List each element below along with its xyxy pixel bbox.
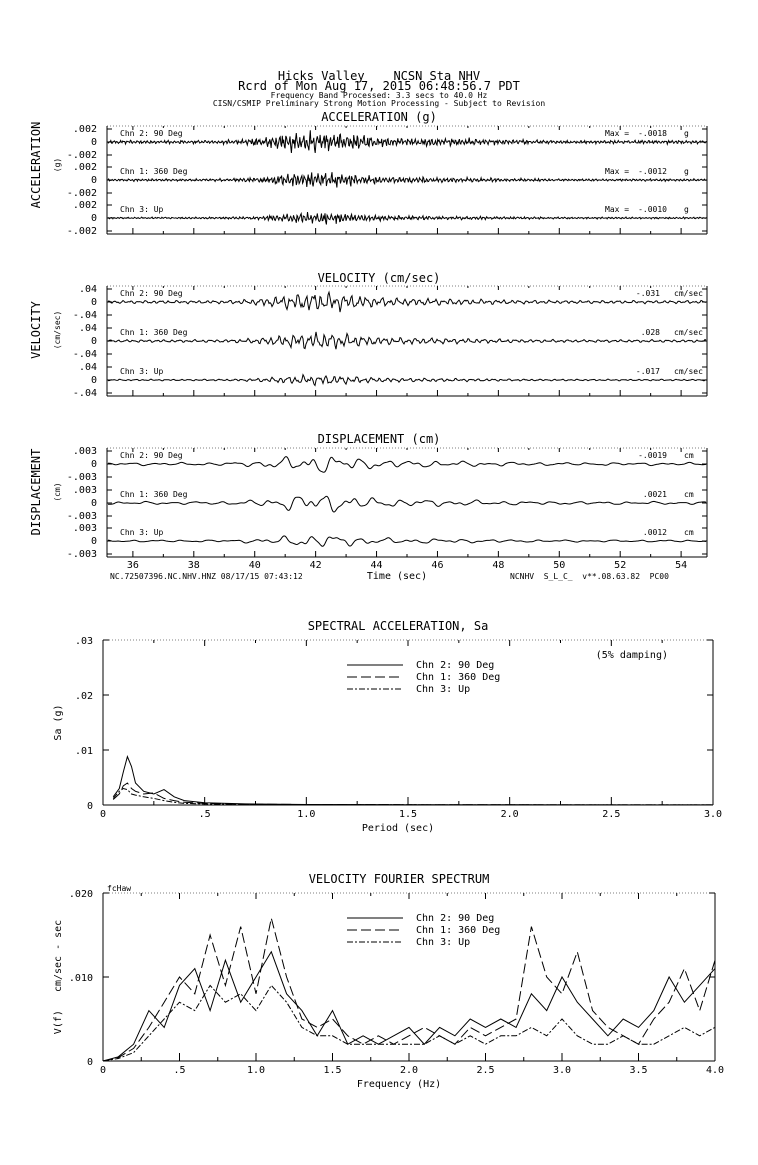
footer-left: NC.72507396.NC.NHV.HNZ 08/17/15 07:43:12 bbox=[110, 572, 303, 581]
x-tick-label: 2.0 bbox=[399, 1065, 419, 1076]
x-tick-label: 4.0 bbox=[705, 1065, 725, 1076]
x-tick-label: 1.0 bbox=[246, 1065, 266, 1076]
max-value: -.017 bbox=[635, 367, 660, 376]
y-axis-label: V(f) cm/sec - sec bbox=[53, 919, 64, 1035]
max-value: .0021 bbox=[642, 490, 667, 499]
x-tick-label: 40 bbox=[248, 560, 261, 571]
y-axis-unit: (g) bbox=[53, 157, 62, 173]
max-value: -.0012 bbox=[638, 167, 667, 176]
legend-label: Chn 2: 90 Deg bbox=[416, 660, 495, 671]
channel-label: Chn 3: Up bbox=[120, 367, 164, 376]
series-line-2 bbox=[113, 783, 713, 805]
y-tick-label: 0 bbox=[86, 1057, 93, 1068]
max-unit: g bbox=[684, 167, 689, 176]
x-tick-label: 38 bbox=[187, 560, 200, 571]
x-tick-label: 42 bbox=[309, 560, 322, 571]
x-tick-label: 1.0 bbox=[297, 809, 316, 820]
x-tick-label: 1.5 bbox=[398, 809, 418, 820]
max-unit: cm/sec bbox=[674, 328, 703, 337]
x-tick-label: 2.5 bbox=[476, 1065, 495, 1076]
max-unit: g bbox=[684, 129, 689, 138]
x-tick-label: 1.5 bbox=[323, 1065, 342, 1076]
max-unit: cm/sec bbox=[674, 367, 703, 376]
max-label: Max = bbox=[605, 129, 630, 138]
y-tick-label: .010 bbox=[68, 973, 93, 984]
y-tick-label: -.002 bbox=[66, 226, 97, 237]
y-tick-label: -.002 bbox=[66, 150, 97, 161]
y-tick-label: .020 bbox=[68, 889, 93, 900]
x-tick-label: .5 bbox=[173, 1065, 186, 1076]
legend-label: Chn 3: Up bbox=[416, 684, 471, 695]
y-tick-label: .003 bbox=[72, 485, 97, 496]
y-tick-label: .003 bbox=[72, 523, 97, 534]
x-axis-label: Frequency (Hz) bbox=[356, 1079, 442, 1090]
x-tick-label: 46 bbox=[431, 560, 444, 571]
y-tick-label: 0 bbox=[90, 536, 97, 547]
max-unit: g bbox=[684, 205, 689, 214]
max-unit: cm bbox=[684, 528, 694, 537]
y-axis-unit: (cm/sec) bbox=[53, 310, 62, 350]
waveform-trace bbox=[108, 536, 706, 546]
y-tick-label: 0 bbox=[90, 336, 97, 347]
y-tick-label: .02 bbox=[74, 691, 93, 702]
y-tick-label: -.002 bbox=[66, 188, 97, 199]
max-value: -.0019 bbox=[638, 451, 667, 460]
y-tick-label: .01 bbox=[74, 746, 93, 757]
x-axis-label: Time (sec) bbox=[366, 571, 428, 582]
max-value: .028 bbox=[640, 328, 660, 337]
x-tick-label: 3.5 bbox=[629, 1065, 648, 1076]
y-tick-label: -.003 bbox=[66, 511, 97, 522]
waveform-trace bbox=[108, 332, 706, 349]
max-label: Max = bbox=[605, 205, 630, 214]
station-title: Hicks Valley NCSN Sta NHV bbox=[277, 69, 481, 83]
channel-label: Chn 2: 90 Deg bbox=[120, 129, 183, 138]
waveform-trace bbox=[108, 292, 706, 312]
max-unit: cm bbox=[684, 451, 694, 460]
panel-title: VELOCITY (cm/sec) bbox=[317, 271, 441, 285]
waveform-trace bbox=[108, 496, 706, 512]
record-title: Rcrd of Mon Aug 17, 2015 06:48:56.7 PDT bbox=[238, 79, 520, 93]
waveform-trace bbox=[108, 457, 706, 473]
legend-label: Chn 3: Up bbox=[416, 937, 471, 948]
corner-label: fcHaw bbox=[107, 884, 132, 893]
y-tick-label: .04 bbox=[78, 323, 97, 334]
x-tick-label: 50 bbox=[553, 560, 566, 571]
channel-label: Chn 1: 360 Deg bbox=[120, 490, 188, 499]
x-tick-label: 2.0 bbox=[500, 809, 519, 820]
y-tick-label: .002 bbox=[72, 124, 97, 135]
series-line-3 bbox=[103, 985, 715, 1061]
x-tick-label: 0 bbox=[99, 809, 107, 820]
x-tick-label: 0 bbox=[99, 1065, 107, 1076]
panel-title: DISPLACEMENT (cm) bbox=[317, 432, 441, 446]
damping-annotation: (5% damping) bbox=[595, 650, 668, 661]
max-unit: cm bbox=[684, 490, 694, 499]
y-tick-label: -.04 bbox=[72, 388, 97, 399]
channel-label: Chn 1: 360 Deg bbox=[120, 328, 188, 337]
x-tick-label: 54 bbox=[675, 560, 688, 571]
series-line-2 bbox=[103, 918, 715, 1061]
y-tick-label: .002 bbox=[72, 162, 97, 173]
chart-title: VELOCITY FOURIER SPECTRUM bbox=[308, 872, 490, 886]
processing-note: CISN/CSMIP Preliminary Strong Motion Processing - Subject to Revision bbox=[212, 99, 546, 108]
y-tick-label: 0 bbox=[90, 459, 97, 470]
y-tick-label: .003 bbox=[72, 446, 97, 457]
y-tick-label: 0 bbox=[90, 175, 97, 186]
max-value: -.031 bbox=[635, 289, 660, 298]
y-tick-label: -.003 bbox=[66, 472, 97, 483]
x-axis-label: Period (sec) bbox=[361, 823, 435, 834]
y-tick-label: -.04 bbox=[72, 310, 97, 321]
max-value: -.0010 bbox=[638, 205, 667, 214]
channel-label: Chn 2: 90 Deg bbox=[120, 451, 183, 460]
y-tick-label: 0 bbox=[90, 498, 97, 509]
x-tick-label: .5 bbox=[198, 809, 211, 820]
y-tick-label: .04 bbox=[78, 284, 97, 295]
waveform-trace bbox=[108, 375, 706, 386]
frequency-band: Frequency Band Processed: 3.3 secs to 40.0 Hz bbox=[270, 91, 488, 100]
y-axis-label: DISPLACEMENT bbox=[29, 448, 43, 536]
series-line-1 bbox=[103, 952, 715, 1061]
legend-label: Chn 1: 360 Deg bbox=[416, 672, 501, 683]
legend-label: Chn 1: 360 Deg bbox=[416, 925, 501, 936]
x-tick-label: 2.5 bbox=[602, 809, 621, 820]
x-tick-label: 3.0 bbox=[552, 1065, 572, 1076]
max-unit: cm/sec bbox=[674, 289, 703, 298]
panel-title: ACCELERATION (g) bbox=[321, 110, 437, 124]
legend-label: Chn 2: 90 Deg bbox=[416, 913, 495, 924]
y-tick-label: .03 bbox=[74, 636, 93, 647]
channel-label: Chn 3: Up bbox=[120, 528, 164, 537]
max-value: -.0018 bbox=[638, 129, 667, 138]
x-tick-label: 48 bbox=[492, 560, 505, 571]
max-value: .0012 bbox=[642, 528, 667, 537]
y-tick-label: 0 bbox=[90, 297, 97, 308]
y-tick-label: 0 bbox=[90, 375, 97, 386]
y-axis-label: Sa (g) bbox=[53, 704, 64, 741]
chart-title: SPECTRAL ACCELERATION, Sa bbox=[307, 619, 489, 633]
x-tick-label: 3.0 bbox=[703, 809, 723, 820]
max-label: Max = bbox=[605, 167, 630, 176]
y-tick-label: 0 bbox=[90, 137, 97, 148]
channel-label: Chn 3: Up bbox=[120, 205, 164, 214]
channel-label: Chn 1: 360 Deg bbox=[120, 167, 188, 176]
y-axis-label: VELOCITY bbox=[29, 301, 43, 359]
x-tick-label: 52 bbox=[614, 560, 627, 571]
y-tick-label: -.04 bbox=[72, 349, 97, 360]
y-tick-label: -.003 bbox=[66, 549, 97, 560]
y-tick-label: 0 bbox=[90, 213, 97, 224]
footer-right: NCNHV S_L_C_ v**.08.63.82 PC00 bbox=[510, 572, 669, 581]
x-tick-label: 36 bbox=[126, 560, 139, 571]
y-tick-label: 0 bbox=[86, 801, 93, 812]
y-tick-label: .002 bbox=[72, 200, 97, 211]
y-axis-unit: (cm) bbox=[53, 482, 62, 502]
series-line-1 bbox=[113, 757, 713, 805]
y-axis-label: ACCELERATION bbox=[29, 121, 43, 209]
x-tick-label: 44 bbox=[370, 560, 383, 571]
channel-label: Chn 2: 90 Deg bbox=[120, 289, 183, 298]
y-tick-label: .04 bbox=[78, 362, 97, 373]
